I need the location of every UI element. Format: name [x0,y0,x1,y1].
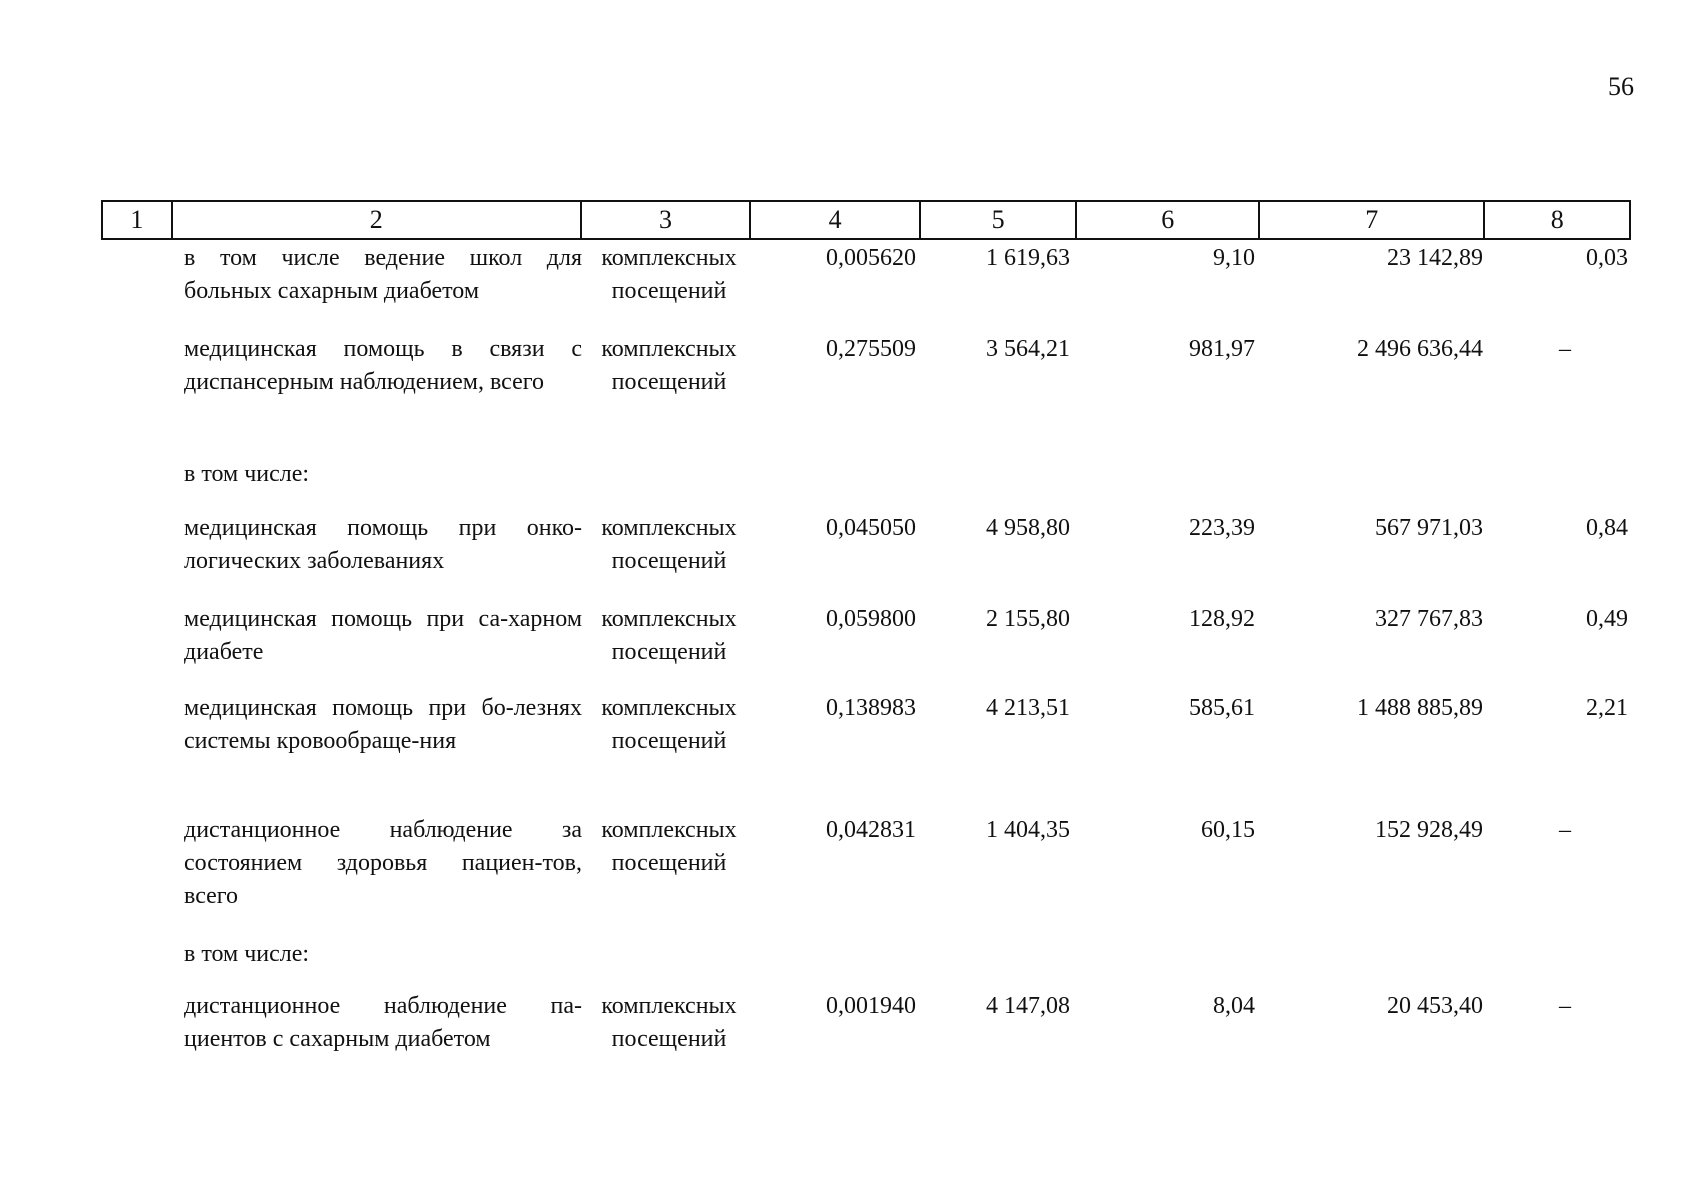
row-description: медицинская помощь при са-харном диабете [184,606,582,665]
header-col-7: 7 [1260,202,1485,238]
header-col-3: 3 [582,202,752,238]
row-unit: комплексных посещений [601,606,737,665]
row-description: дистанционное наблюдение па-циентов с сахарным диабетом [184,993,582,1052]
cell-col-5: 4 958,80 [986,515,1070,541]
row-description: медицинская помощь при онко-логических заболеваниях [184,515,582,574]
row-description: в том числе ведение школ для больных сахарным диабетом [184,245,582,304]
cell-col-6: 8,04 [1213,993,1255,1019]
cell-col-7: 1 488 885,89 [1357,695,1483,721]
row-unit: комплексных посещений [601,245,737,304]
row-unit: комплексных посещений [601,817,737,876]
header-col-2: 2 [173,202,582,238]
cell-col-8: 0,49 [1586,606,1628,632]
cell-col-8: 2,21 [1586,695,1628,721]
row-unit: комплексных посещений [601,515,737,574]
row-description: медицинская помощь при бо-лезнях системы кровообраще-ния [184,695,582,754]
subheading-label: в том числе: [184,941,310,967]
row-unit: комплексных посещений [601,695,737,754]
header-col-4: 4 [751,202,921,238]
cell-col-4: 0,138983 [826,695,916,721]
cell-col-4: 0,275509 [826,336,916,362]
cell-col-5: 1 404,35 [986,817,1070,843]
subheading-label: в том числе: [184,461,310,487]
cell-col-4: 0,042831 [826,817,916,843]
cell-col-4: 0,001940 [826,993,916,1019]
cell-col-6: 981,97 [1189,336,1255,362]
header-col-8: 8 [1550,205,1564,234]
cell-col-6: 128,92 [1189,606,1255,632]
cell-col-8: – [1559,993,1571,1019]
row-unit: комплексных посещений [601,336,737,395]
cell-col-8: 0,84 [1586,515,1628,541]
page-number: 56 [1608,72,1634,101]
header-col-1: 1 [103,202,173,238]
cell-col-6: 60,15 [1201,817,1255,843]
cell-col-6: 9,10 [1213,245,1255,271]
cell-col-8: – [1559,336,1571,362]
cell-col-4: 0,059800 [826,606,916,632]
cell-col-5: 3 564,21 [986,336,1070,362]
cell-col-8: 0,03 [1586,245,1628,271]
cell-col-7: 23 142,89 [1387,245,1483,271]
cell-col-4: 0,045050 [826,515,916,541]
row-description: дистанционное наблюдение за состоянием здоровья пациен-тов, всего [184,817,582,909]
table-header-row [101,200,1631,240]
cell-col-7: 327 767,83 [1375,606,1483,632]
cell-col-7: 20 453,40 [1387,993,1483,1019]
row-description: медицинская помощь в связи с диспансерным наблюдением, всего [184,336,582,395]
cell-col-4: 0,005620 [826,245,916,271]
row-unit: комплексных посещений [601,993,737,1052]
cell-col-5: 4 213,51 [986,695,1070,721]
cell-col-5: 1 619,63 [986,245,1070,271]
cell-col-7: 2 496 636,44 [1357,336,1483,362]
cell-col-8: – [1559,817,1571,843]
header-col-5: 5 [921,202,1078,238]
cell-col-7: 152 928,49 [1375,817,1483,843]
cell-col-6: 223,39 [1189,515,1255,541]
cell-col-5: 2 155,80 [986,606,1070,632]
cell-col-5: 4 147,08 [986,993,1070,1019]
cell-col-6: 585,61 [1189,695,1255,721]
header-col-6: 6 [1077,202,1260,238]
cell-col-7: 567 971,03 [1375,515,1483,541]
